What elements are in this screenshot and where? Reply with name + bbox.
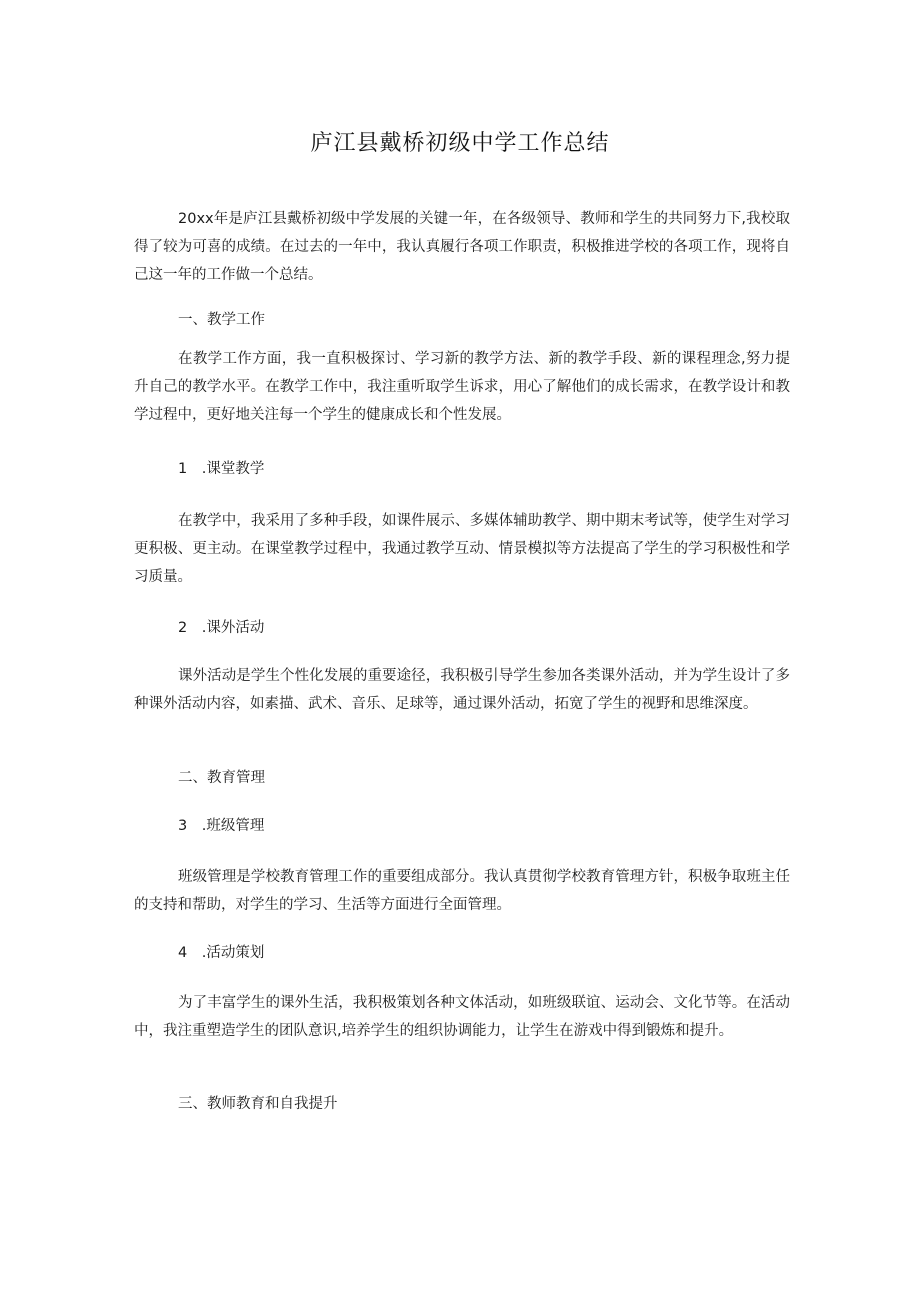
section-heading-management: 二、教育管理	[178, 770, 265, 786]
class-management-paragraph: 班级管理是学校教育管理工作的重要组成部分。我认真贯彻学校教育管理方针，积极争取班主任的支持和帮助，对学生的学习、生活等方面进行全面管理。	[134, 869, 790, 913]
subheading-extracurricular: 2 .课外活动	[178, 620, 265, 636]
activity-planning-paragraph: 为了丰富学生的课外生活，我积极策划各种文体活动，如班级联谊、运动会、文化节等。在活动中，我注重塑造学生的团队意识,培养学生的组织协调能力，让学生在游戏中得到锻炼和提升。	[134, 995, 790, 1039]
intro-paragraph: 20xx年是庐江县戴桥初级中学发展的关键一年，在各级领导、教师和学生的共同努力下,我校取得了较为可喜的成绩。在过去的一年中，我认真履行各项工作职责，积极推进学校的各项工作，现将自己这一年的工作做一个总结。	[134, 211, 790, 283]
teaching-paragraph: 在教学工作方面，我一直积极探讨、学习新的教学方法、新的教学手段、新的课程理念,努力提升自己的教学水平。在教学工作中，我注重听取学生诉求，用心了解他们的成长需求，在教学设计和教学过程中，更好地关注每一个学生的健康成长和个性发展。	[134, 351, 790, 423]
subheading-activity-planning: 4 .活动策划	[178, 945, 265, 961]
document-title: 庐江县戴桥初级中学工作总结	[310, 131, 610, 156]
subheading-classroom: 1 .课堂教学	[178, 461, 265, 477]
section-heading-teacher-education: 三、教师教育和自我提升	[178, 1096, 338, 1112]
subheading-class-management: 3 .班级管理	[178, 818, 265, 834]
classroom-paragraph: 在教学中，我采用了多种手段，如课件展示、多媒体辅助教学、期中期末考试等，使学生对学习更积极、更主动。在课堂教学过程中，我通过教学互动、情景模拟等方法提高了学生的学习积极性和学习质量。	[134, 513, 790, 585]
extracurricular-paragraph: 课外活动是学生个性化发展的重要途径，我积极引导学生参加各类课外活动，并为学生设计了多种课外活动内容，如素描、武术、音乐、足球等，通过课外活动，拓宽了学生的视野和思维深度。	[134, 668, 790, 712]
section-heading-teaching: 一、教学工作	[178, 312, 265, 328]
